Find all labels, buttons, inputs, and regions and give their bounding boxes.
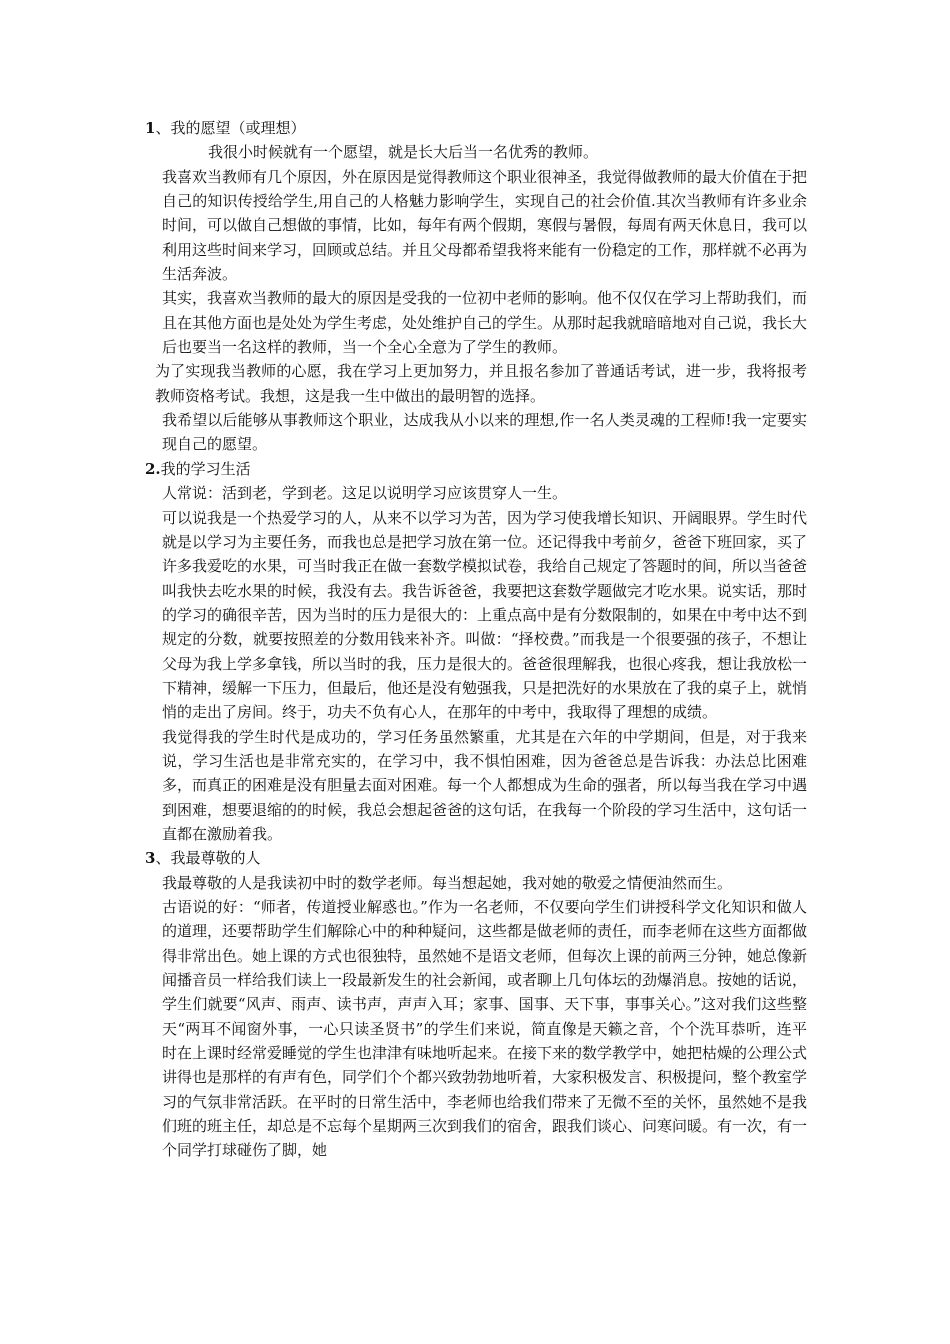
paragraph: 我很小时候就有一个愿望，就是长大后当一名优秀的教师。	[208, 143, 599, 162]
paragraph: 为了实现我当教师的心愿，我在学习上更加努力，并且报名参加了普通话考试，进一步，我将报考教师资格考试。我想，这是我一生中做出的最明智的选择。	[155, 362, 807, 405]
paragraph: 其实，我喜欢当教师的最大的原因是受我的一位初中老师的影响。他不仅仅在学习上帮助我们，而且在其他方面也是处处为学生考虑，处处维护自己的学生。从那时起我就暗暗地对自己说，我长大后也要当一名这样的教师，当一个全心全意为了学生的教师。	[162, 289, 808, 357]
paragraph: 可以说我是一个热爱学习的人，从来不以学习为苦，因为学习使我增长知识、开阔眼界。学生时代就是以学习为主要任务，而我也总是把学习放在第一位。还记得我中考前夕，爸爸下班回家，买了许多我爱吃的水果，可当时我正在做一套数学模拟试卷，我给自己规定了答题时的间，所以当爸爸叫我快去吃水果的时候，我没有去。我告诉爸爸，我要把这套数学题做完才吃水果。说实话，那时的学习的确很辛苦，因为当时的压力是很大的：上重点高中是有分数限制的，如果在中考中达不到规定的分数，就要按照差的分数用钱来补齐。叫做：“择校费。”而我是一个很要强的孩子，不想让父母为我上学多拿钱，所以当时的我，压力是很大的。爸爸很理解我，也很心疼我，想让我放松一下精神，缓解一下压力，但最后，他还是没有勉强我，只是把洗好的水果放在了我的桌子上，就悄悄的走出了房间。终于，功夫不负有心人，在那年的中考中，我取得了理想的成绩。	[162, 508, 808, 722]
paragraph: 人常说：活到老，学到老。这足以说明学习应该贯穿人一生。	[162, 484, 568, 503]
section-1-title: 、我的愿望（或理想）	[155, 119, 306, 137]
section-2-number: 2.	[145, 459, 161, 478]
section-3-number: 3	[145, 849, 156, 868]
paragraph: 古语说的好：“师者，传道授业解惑也。”作为一名老师，不仅要向学生们讲授科学文化知识和做人的道理，还要帮助学生们解除心中的种种疑问，这些都是做老师的责任，而李老师在这些方面都做得非常出色。她上课的方式也很独特，虽然她不是语文老师，但每次上课的前两三分钟，她总像新闻播音员一样给我们读上一段最新发生的社会新闻，或者聊上几句体坛的劲爆消息。按她的话说，学生们就要“风声、雨声、读书声，声声入耳；家事、国事、天下事，事事关心。”这对我们这些整天“两耳不闻窗外事，一心只读圣贤书”的学生们来说，简直像是天籁之音，个个洗耳恭听，连平时在上课时经常爱睡觉的学生也津津有味地听起来。在接下来的数学教学中，她把枯燥的公理公式讲得也是那样的有声有色，同学们个个都兴致勃勃地听着，大家积极发言、积极提问，整个教室学习的气氛非常活跃。在平时的日常生活中，李老师也给我们带来了无微不至的关怀，虽然她不是我们班的班主任，却总是不忘每个星期两三次到我们的宿舍，跟我们谈心、问寒问暖。有一次，有一个同学打球碰伤了脚，她	[162, 898, 808, 1160]
section-3-heading	[145, 846, 807, 870]
document-page	[145, 116, 807, 1163]
paragraph: 我希望以后能够从事教师这个职业，达成我从小以来的理想,作一名人类灵魂的工程师!我一定要实现自己的愿望。	[162, 411, 807, 454]
section-1-heading	[145, 116, 807, 140]
section-3-title: 、我最尊敬的人	[155, 849, 261, 868]
paragraph: 我觉得我的学生时代是成功的，学习任务虽然繁重，尤其是在六年的中学期间，但是，对于我来说，学习生活也是非常充实的，在学习中，我不惧怕困难，因为爸爸总是告诉我：办法总比困难多，而真正的困难是没有胆量去面对困难。每一个人都想成为生命的强者，所以每当我在学习中遇到困难，想要退缩的的时候，我总会想起爸爸的这句话，在我每一个阶段的学习生活中，这句话一直都在激励着我。	[162, 727, 808, 843]
paragraph: 我喜欢当教师有几个原因，外在原因是觉得教师这个职业很神圣，我觉得做教师的最大价值在于把自己的知识传授给学生,用自己的人格魅力影响学生，实现自己的社会价值.其次当教师有许多业余时间，可以做自己想做的事情，比如，每年有两个假期，寒假与暑假，每周有两天休息日，我可以利用这些时间来学习，回顾或总结。并且父母都希望我将来能有一份稳定的工作，那样就不必再为生活奔波。	[162, 167, 808, 284]
paragraph: 我最尊敬的人是我读初中时的数学老师。每当想起她，我对她的敬爱之情便油然而生。	[162, 873, 733, 892]
section-2-heading	[145, 457, 807, 481]
section-2-title: 我的学习生活	[160, 459, 251, 478]
section-1-number: 1	[145, 119, 156, 137]
